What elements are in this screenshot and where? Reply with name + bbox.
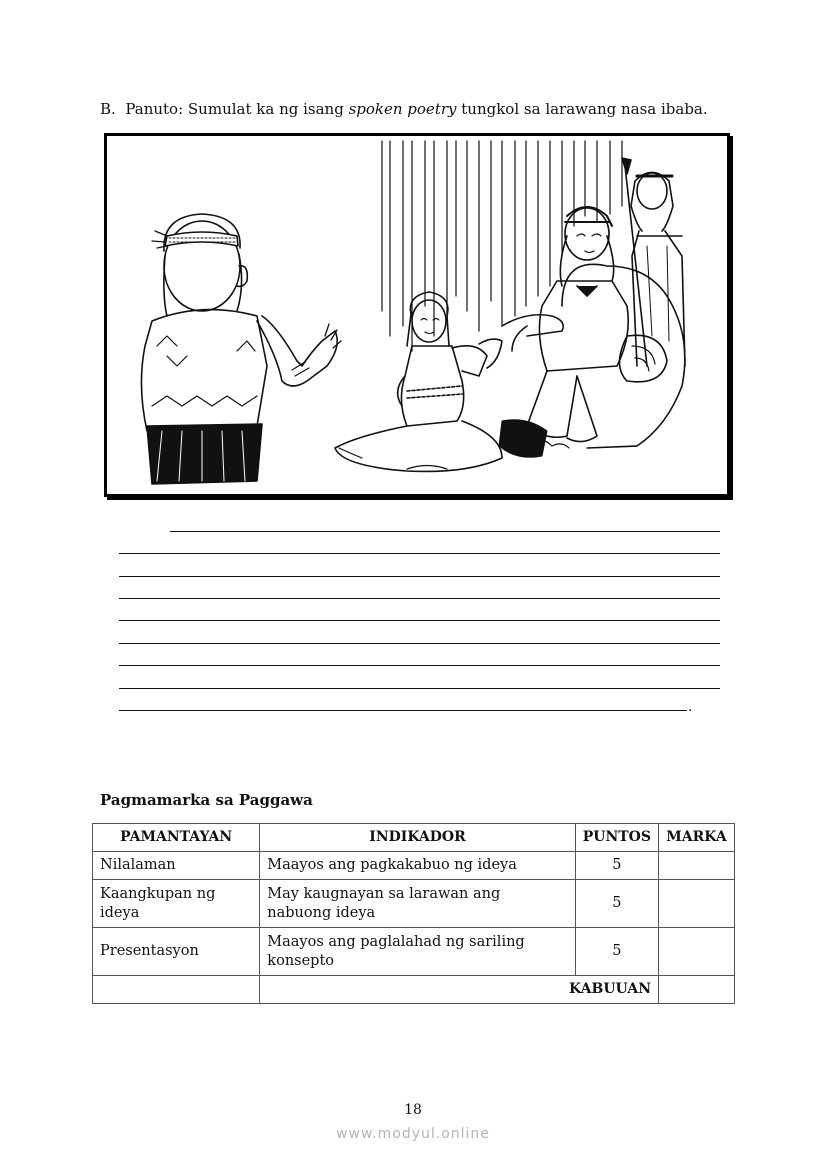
writing-line-9[interactable] <box>119 710 687 711</box>
cell-empty <box>93 976 260 1004</box>
table-row <box>93 852 735 880</box>
cell-marka[interactable] <box>659 852 735 880</box>
cell-pamantayan: Presentasyon <box>93 928 260 976</box>
girl-figure <box>335 292 502 471</box>
cell-marka[interactable] <box>659 928 735 976</box>
instruction-italic: spoken poetry <box>348 100 457 118</box>
illustration <box>104 133 730 497</box>
cell-puntos: 5 <box>575 928 658 976</box>
writing-line-5[interactable] <box>119 620 720 621</box>
cell-puntos: 5 <box>575 880 658 928</box>
illustration-drawing <box>107 136 727 494</box>
writing-line-3[interactable] <box>119 576 720 577</box>
watermark: www.modyul.online <box>336 1126 490 1142</box>
instruction-text: Panuto: Sumulat ka ng isang <box>125 100 349 118</box>
writing-line-4[interactable] <box>119 598 720 599</box>
writing-line-6[interactable] <box>119 643 720 644</box>
instruction-letter: B. <box>100 100 116 118</box>
cell-puntos: 5 <box>575 852 658 880</box>
total-label: KABUUAN <box>260 976 659 1004</box>
table-row <box>93 928 735 976</box>
queen-figure <box>499 207 685 457</box>
writing-line-7[interactable] <box>119 665 720 666</box>
header-indikador: INDIKADOR <box>260 824 575 852</box>
writing-line-1[interactable] <box>170 531 720 532</box>
cell-pamantayan: Nilalaman <box>93 852 260 880</box>
header-marka: MARKA <box>659 824 735 852</box>
writing-line-8[interactable] <box>119 688 720 689</box>
writing-line-2[interactable] <box>119 553 720 554</box>
cell-indikador: Maayos ang pagkakabuo ng ideya <box>260 852 575 880</box>
rubric-header-row <box>93 824 735 852</box>
rubric-table <box>92 823 735 1004</box>
header-pamantayan: PAMANTAYAN <box>93 824 260 852</box>
cell-pamantayan: Kaangkupan ng ideya <box>93 880 260 928</box>
writing-end-mark: . <box>688 699 693 715</box>
header-puntos: PUNTOS <box>575 824 658 852</box>
rubric-title: Pagmamarka sa Paggawa <box>100 791 313 809</box>
instruction-text-end: tungkol sa larawang nasa ibaba. <box>456 100 708 118</box>
curtain <box>382 141 622 351</box>
cell-indikador: Maayos ang paglalahad ng sariling konsepto <box>260 928 575 976</box>
instruction <box>100 100 708 118</box>
table-total-row <box>93 976 735 1004</box>
man-figure <box>141 214 341 484</box>
cell-marka[interactable] <box>659 880 735 928</box>
table-row <box>93 880 735 928</box>
cell-total-marka[interactable] <box>659 976 735 1004</box>
page-number: 18 <box>404 1102 422 1118</box>
cell-indikador: May kaugnayan sa larawan ang nabuong ideya <box>260 880 575 928</box>
